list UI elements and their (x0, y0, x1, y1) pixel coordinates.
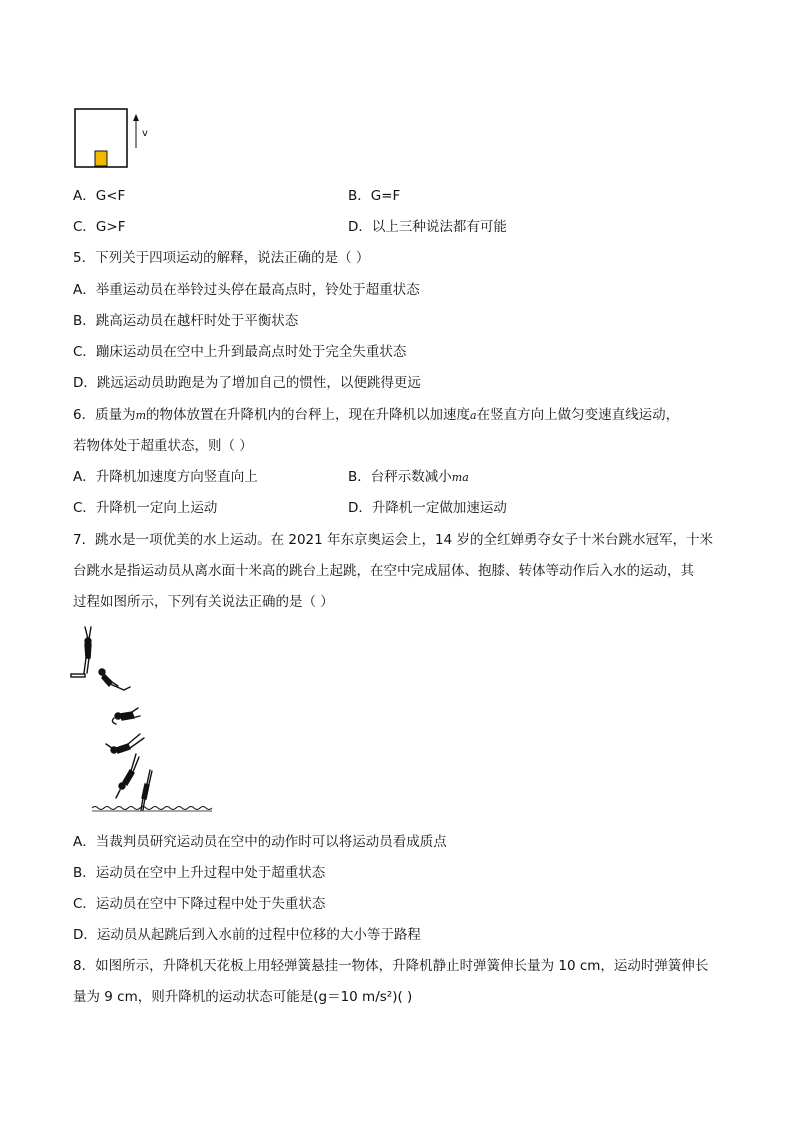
q6-option-b-text: B．台秤示数减小 (348, 469, 452, 485)
diver-2 (99, 669, 130, 690)
diver-6 (141, 770, 152, 810)
diver-4 (106, 734, 144, 753)
diver-3 (112, 708, 140, 724)
q5-option-b: B．跳高运动员在越杆时处于平衡状态 (73, 313, 299, 329)
q8-stem-line2: 量为 9 cm，则升降机的运动状态可能是(g＝10 m/s²)( ) (73, 989, 413, 1005)
q7-option-a: A．当裁判员研究运动员在空中的动作时可以将运动员看成质点 (73, 834, 447, 850)
q7-option-c: C．运动员在空中下降过程中处于失重状态 (73, 896, 326, 912)
q7-option-b: B．运动员在空中上升过程中处于超重状态 (73, 865, 326, 881)
q6-option-c: C．升降机一定向上运动 (73, 500, 218, 516)
diving-platform (71, 674, 85, 677)
diving-figure (70, 622, 220, 814)
q5-stem: 5．下列关于四项运动的解释，说法正确的是（ ） (73, 250, 370, 266)
q8-stem-line1: 8．如图所示，升降机天花板上用轻弹簧悬挂一物体，升降机静止时弹簧伸长量为 10 cm，运动时弹簧伸长 (73, 958, 709, 974)
q4-option-a: A．G<F (73, 188, 126, 204)
q6-option-a: A．升降机加速度方向竖直向上 (73, 469, 258, 485)
q4-option-d: D．以上三种说法都有可能 (348, 219, 507, 235)
q6-stem-c: 在竖直方向上做匀变速直线运动， (476, 407, 680, 423)
q6-stem-a: 6．质量为 (73, 407, 136, 423)
q7-option-d: D．运动员从起跳后到入水前的过程中位移的大小等于路程 (73, 927, 421, 943)
elevator-figure (70, 104, 160, 170)
diver-5 (116, 754, 139, 798)
velocity-label: v (142, 128, 148, 139)
q7-stem-line3: 过程如图所示，下列有关说法正确的是（ ） (73, 594, 334, 610)
q4-option-c: C．G>F (73, 219, 126, 235)
q6-stem-line2: 若物体处于超重状态，则（ ） (73, 438, 253, 454)
q5-option-a: A．举重运动员在举铃过头停在最高点时，铃处于超重状态 (73, 282, 420, 298)
q7-stem-line2: 台跳水是指运动员从离水面十米高的跳台上起跳，在空中完成屈体、抱膝、转体等动作后入水的运动，其 (73, 563, 694, 579)
q5-option-c: C．蹦床运动员在空中上升到最高点时处于完全失重状态 (73, 344, 407, 360)
q4-option-b: B．G=F (348, 188, 401, 204)
q5-option-d: D．跳远运动员助跑是为了增加自己的惯性，以便跳得更远 (73, 375, 421, 391)
var-a: a (470, 409, 477, 422)
q7-stem-line1: 7．跳水是一项优美的水上运动。在 2021 年东京奥运会上，14 岁的全红婵勇夺女子十米台跳水冠军，十米 (73, 532, 713, 548)
q6-option-d: D．升降机一定做加速运动 (348, 500, 507, 516)
var-m: m (135, 409, 147, 422)
diver-1 (84, 627, 91, 673)
q6-option-b (348, 468, 469, 487)
block (95, 151, 107, 166)
arrow-head-icon (133, 114, 139, 121)
q6-stem-b: 的物体放置在升降机内的台秤上，现在升降机以加速度 (146, 407, 471, 423)
var-ma: ma (451, 471, 469, 484)
water-surface (92, 807, 212, 810)
q6-stem-line1 (73, 406, 679, 425)
